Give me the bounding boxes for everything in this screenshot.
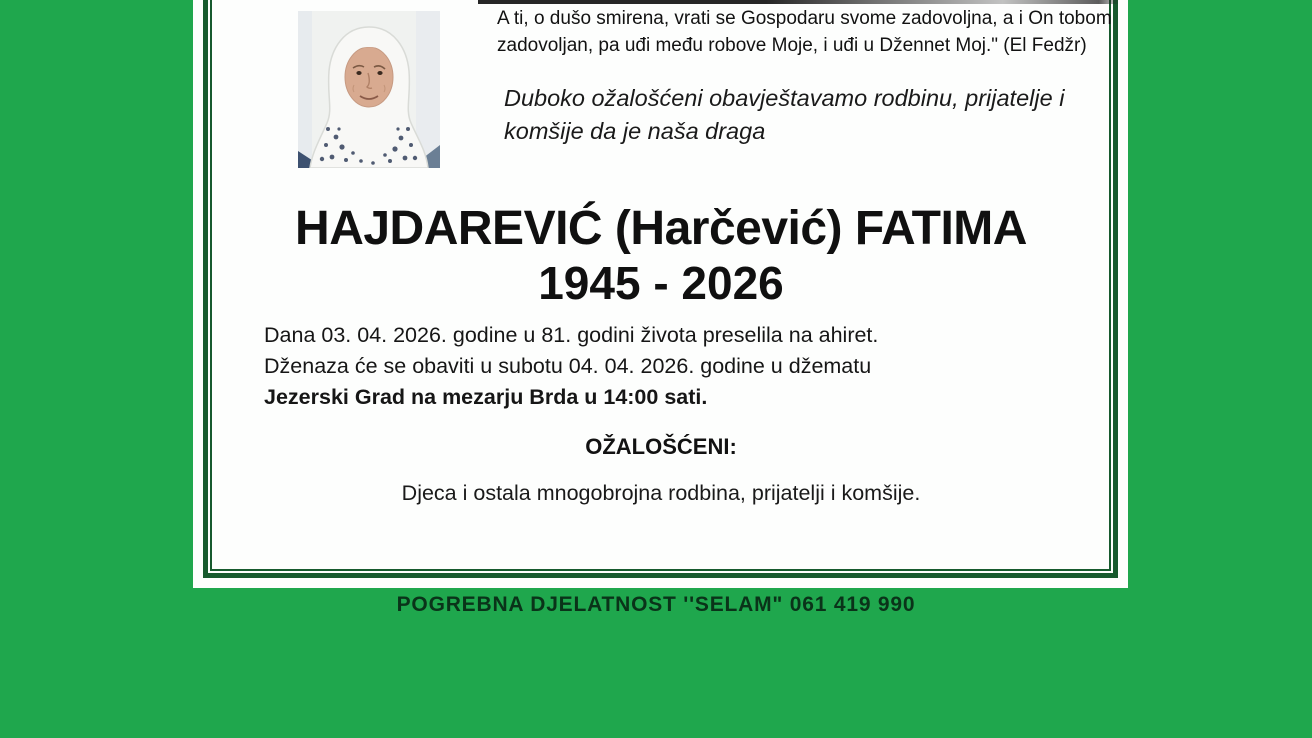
life-years: 1945 - 2026 [538, 257, 784, 309]
intro-text [504, 82, 1124, 148]
funeral-place-line: Jezerski Grad na mezarju Brda u 14:00 sati. [264, 385, 708, 409]
death-date-line: Dana 03. 04. 2026. godine u 81. godini života preselila na ahiret. [264, 323, 879, 347]
quran-verse-line-2: zadovoljan, pa uđi među robove Moje, i uđi u Džennet Moj." (El Fedžr) [497, 34, 1087, 56]
mourners-line: Djeca i ostala mnogobrojna rodbina, prijatelji i komšije. [401, 481, 921, 505]
mourners-heading: OŽALOŠĆENI: [585, 434, 737, 459]
portrait-illustration [298, 11, 440, 168]
footer-company-line: POGREBNA DJELATNOST ''SELAM" 061 419 990 [396, 593, 916, 616]
top-scan-artifact [478, 0, 1118, 4]
quran-verse-line-1: A ti, o dušo smirena, vrati se Gospodaru svome zadovoljna, a i On tobom [497, 8, 1112, 29]
funeral-info-line: Dženaza će se obaviti u subotu 04. 04. 2026. godine u džematu [264, 354, 872, 378]
funeral-details [264, 320, 944, 413]
deceased-name: HAJDAREVIĆ (Harčević) FATIMA [295, 202, 1027, 255]
quran-verse [497, 6, 1125, 59]
intro-line-2: komšije da je naša draga [504, 118, 766, 144]
portrait-photo [298, 11, 440, 168]
intro-line-1: Duboko ožalošćeni obavještavamo rodbinu, prijatelje i [504, 85, 1065, 111]
